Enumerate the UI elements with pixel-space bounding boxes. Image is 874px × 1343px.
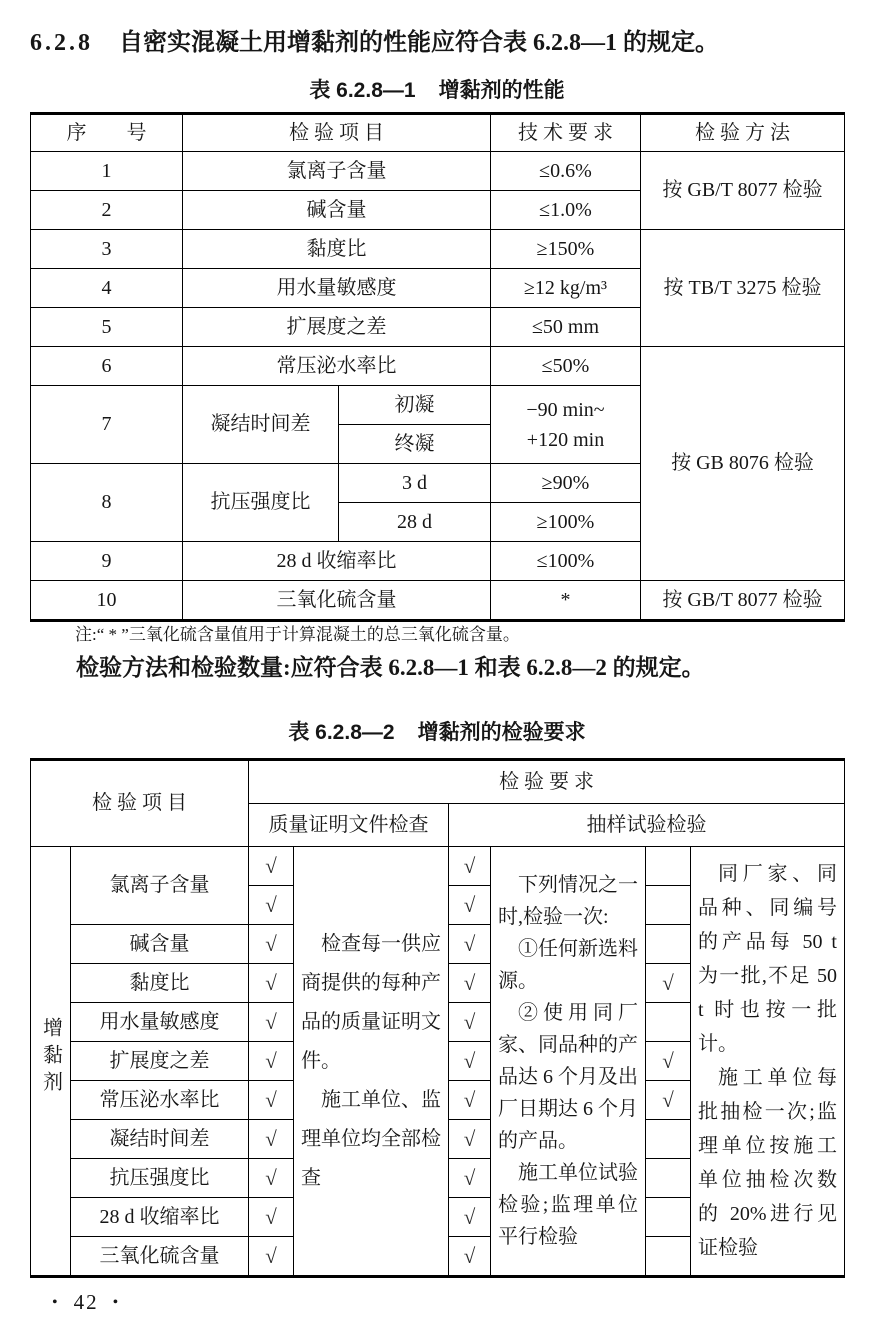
cell-requirement: ≤1.0% — [491, 191, 641, 230]
checkmark-cell — [646, 1003, 691, 1042]
checkmark-cell: √ — [449, 1003, 491, 1042]
table-row — [31, 347, 845, 386]
cell-serial: 10 — [31, 581, 183, 621]
batch-note-cell — [691, 847, 845, 1277]
checkmark-cell: √ — [249, 1042, 294, 1081]
batch-note-paragraph: 施工单位每批抽检一次;监理单位按施工单位抽检次数的 20%进行见证检验 — [698, 1067, 837, 1259]
cell-method: 按 GB 8076 检验 — [641, 347, 845, 581]
cell-item: 28 d 收缩率比 — [71, 1198, 249, 1237]
cell-subitem: 28 d — [339, 503, 491, 542]
checkmark-cell: √ — [249, 1003, 294, 1042]
checkmark-cell: √ — [646, 964, 691, 1003]
sampling-note-paragraph: ②使用同厂家、同品种的产品达 6 个月及出厂日期达 6 个月的产品。 — [498, 1002, 638, 1152]
performance-table — [30, 112, 845, 622]
cell-requirement: ≤100% — [491, 542, 641, 581]
requirement-line-2: +120 min — [526, 428, 605, 451]
table1-title-text: 增黏剂的性能 — [438, 79, 565, 102]
page-number-value: 42 — [73, 1290, 99, 1314]
cell-item: 常压泌水率比 — [71, 1081, 249, 1120]
table1-footnote: 注:“ * ”三氧化硫含量值用于计算混凝土的总三氧化硫含量。 — [75, 625, 520, 644]
cell-item: 28 d 收缩率比 — [183, 542, 491, 581]
cell-serial: 4 — [31, 269, 183, 308]
checkmark-cell: √ — [249, 1081, 294, 1120]
table-row — [31, 581, 845, 621]
page-number-bullet-left: • — [52, 1294, 60, 1311]
cell-serial: 6 — [31, 347, 183, 386]
cell-item: 氯离子含量 — [71, 847, 249, 925]
cell-subitem: 终凝 — [339, 425, 491, 464]
checkmark-cell — [646, 1120, 691, 1159]
cell-item: 三氧化硫含量 — [183, 581, 491, 621]
table-row — [31, 847, 845, 886]
checkmark-cell: √ — [449, 886, 491, 925]
clause-heading — [30, 26, 844, 60]
cell-requirement: ≤50 mm — [491, 308, 641, 347]
cell-requirement: * — [491, 581, 641, 621]
cell-requirement: ≥100% — [491, 503, 641, 542]
cell-method: 按 GB/T 8077 检验 — [641, 581, 845, 621]
checkmark-cell: √ — [249, 1159, 294, 1198]
sampling-note-cell — [491, 847, 646, 1277]
cell-item: 黏度比 — [71, 964, 249, 1003]
table-row — [31, 230, 845, 269]
clause-number: 6.2.8 — [30, 30, 93, 56]
table2-title — [30, 716, 844, 746]
cell-requirement: ≥12 kg/m³ — [491, 269, 641, 308]
doc-note-paragraph: 施工单位、监理单位均全部检查 — [301, 1088, 441, 1189]
cell-requirement: ≥150% — [491, 230, 641, 269]
cell-serial: 5 — [31, 308, 183, 347]
table2-title-text: 增黏剂的检验要求 — [417, 721, 586, 744]
requirement-line-1: −90 min~ — [526, 398, 605, 421]
checkmark-cell: √ — [449, 1237, 491, 1277]
clause-text: 自密实混凝土用增黏剂的性能应符合表 6.2.8—1 的规定。 — [119, 30, 719, 56]
cell-subitem: 3 d — [339, 464, 491, 503]
page-number-bullet-right: • — [112, 1294, 121, 1311]
header-serial: 序 号 — [31, 114, 183, 152]
group-label-cell — [31, 847, 71, 1277]
cell-serial: 7 — [31, 386, 183, 464]
cell-item: 扩展度之差 — [183, 308, 491, 347]
cell-method: 按 TB/T 3275 检验 — [641, 230, 845, 347]
cell-item: 抗压强度比 — [71, 1159, 249, 1198]
checkmark-cell: √ — [249, 1237, 294, 1277]
checkmark-cell — [646, 925, 691, 964]
table1-header-row — [31, 114, 845, 152]
cell-serial: 1 — [31, 152, 183, 191]
checkmark-cell: √ — [449, 925, 491, 964]
inspection-requirements-table — [30, 758, 845, 1278]
cell-requirement: ≤50% — [491, 347, 641, 386]
cell-item: 三氧化硫含量 — [71, 1237, 249, 1277]
header-requirement: 技 术 要 求 — [491, 114, 641, 152]
cell-item: 氯离子含量 — [183, 152, 491, 191]
cell-item: 用水量敏感度 — [183, 269, 491, 308]
checkmark-cell — [646, 1237, 691, 1277]
cell-subitem: 初凝 — [339, 386, 491, 425]
cell-requirement — [491, 386, 641, 464]
sampling-note-paragraph: 施工单位试验检验;监理单位平行检验 — [498, 1162, 638, 1248]
cell-item: 常压泌水率比 — [183, 347, 491, 386]
checkmark-cell: √ — [249, 964, 294, 1003]
checkmark-cell: √ — [449, 1159, 491, 1198]
header-sampling: 抽样试验检验 — [449, 804, 845, 847]
checkmark-cell: √ — [249, 1198, 294, 1237]
checkmark-cell: √ — [449, 1081, 491, 1120]
table1-title — [30, 74, 844, 104]
cell-item: 抗压强度比 — [183, 464, 339, 542]
checkmark-cell: √ — [249, 847, 294, 886]
header-doc-check: 质量证明文件检查 — [249, 804, 449, 847]
header-item: 检 验 项 目 — [31, 760, 249, 847]
cell-item: 凝结时间差 — [183, 386, 339, 464]
checkmark-cell: √ — [646, 1042, 691, 1081]
table2-title-label: 表 6.2.8—2 — [288, 721, 395, 744]
table-row — [31, 152, 845, 191]
checkmark-cell: √ — [449, 847, 491, 886]
batch-note-paragraph: 同厂家、同品种、同编号的产品每 50 t 为一批,不足 50 t 时也按一批计。 — [698, 863, 837, 1055]
cell-serial: 2 — [31, 191, 183, 230]
page-number — [52, 1290, 120, 1315]
doc-check-note-cell — [294, 847, 449, 1277]
cell-item: 扩展度之差 — [71, 1042, 249, 1081]
cell-item: 用水量敏感度 — [71, 1003, 249, 1042]
table1-title-label: 表 6.2.8—1 — [309, 79, 416, 102]
cell-item: 碱含量 — [183, 191, 491, 230]
checkmark-cell — [646, 1198, 691, 1237]
cell-item: 黏度比 — [183, 230, 491, 269]
cell-serial: 3 — [31, 230, 183, 269]
header-requirement: 检 验 要 求 — [249, 760, 845, 804]
checkmark-cell: √ — [449, 1120, 491, 1159]
checkmark-cell — [646, 886, 691, 925]
header-item: 检 验 项 目 — [183, 114, 491, 152]
cell-item: 碱含量 — [71, 925, 249, 964]
checkmark-cell: √ — [646, 1081, 691, 1120]
cell-serial: 9 — [31, 542, 183, 581]
doc-note-paragraph: 检查每一供应商提供的每种产品的质量证明文件。 — [301, 932, 441, 1072]
cell-method: 按 GB/T 8077 检验 — [641, 152, 845, 230]
checkmark-cell: √ — [449, 1042, 491, 1081]
table2-header-row-1 — [31, 760, 845, 804]
header-method: 检 验 方 法 — [641, 114, 845, 152]
cell-item: 凝结时间差 — [71, 1120, 249, 1159]
sampling-note-paragraph: 下列情况之一时,检验一次: — [498, 874, 638, 928]
checkmark-cell — [646, 847, 691, 886]
sampling-note-paragraph: ①任何新选料源。 — [498, 938, 638, 992]
cell-requirement: ≥90% — [491, 464, 641, 503]
cell-requirement: ≤0.6% — [491, 152, 641, 191]
checkmark-cell: √ — [449, 1198, 491, 1237]
checkmark-cell — [646, 1159, 691, 1198]
cell-serial: 8 — [31, 464, 183, 542]
checkmark-cell: √ — [249, 925, 294, 964]
checkmark-cell: √ — [249, 1120, 294, 1159]
checkmark-cell: √ — [249, 886, 294, 925]
group-label: 增黏剂 — [39, 1017, 62, 1098]
checkmark-cell: √ — [449, 964, 491, 1003]
inspection-paragraph: 检验方法和检验数量:应符合表 6.2.8—1 和表 6.2.8—2 的规定。 — [76, 655, 705, 680]
